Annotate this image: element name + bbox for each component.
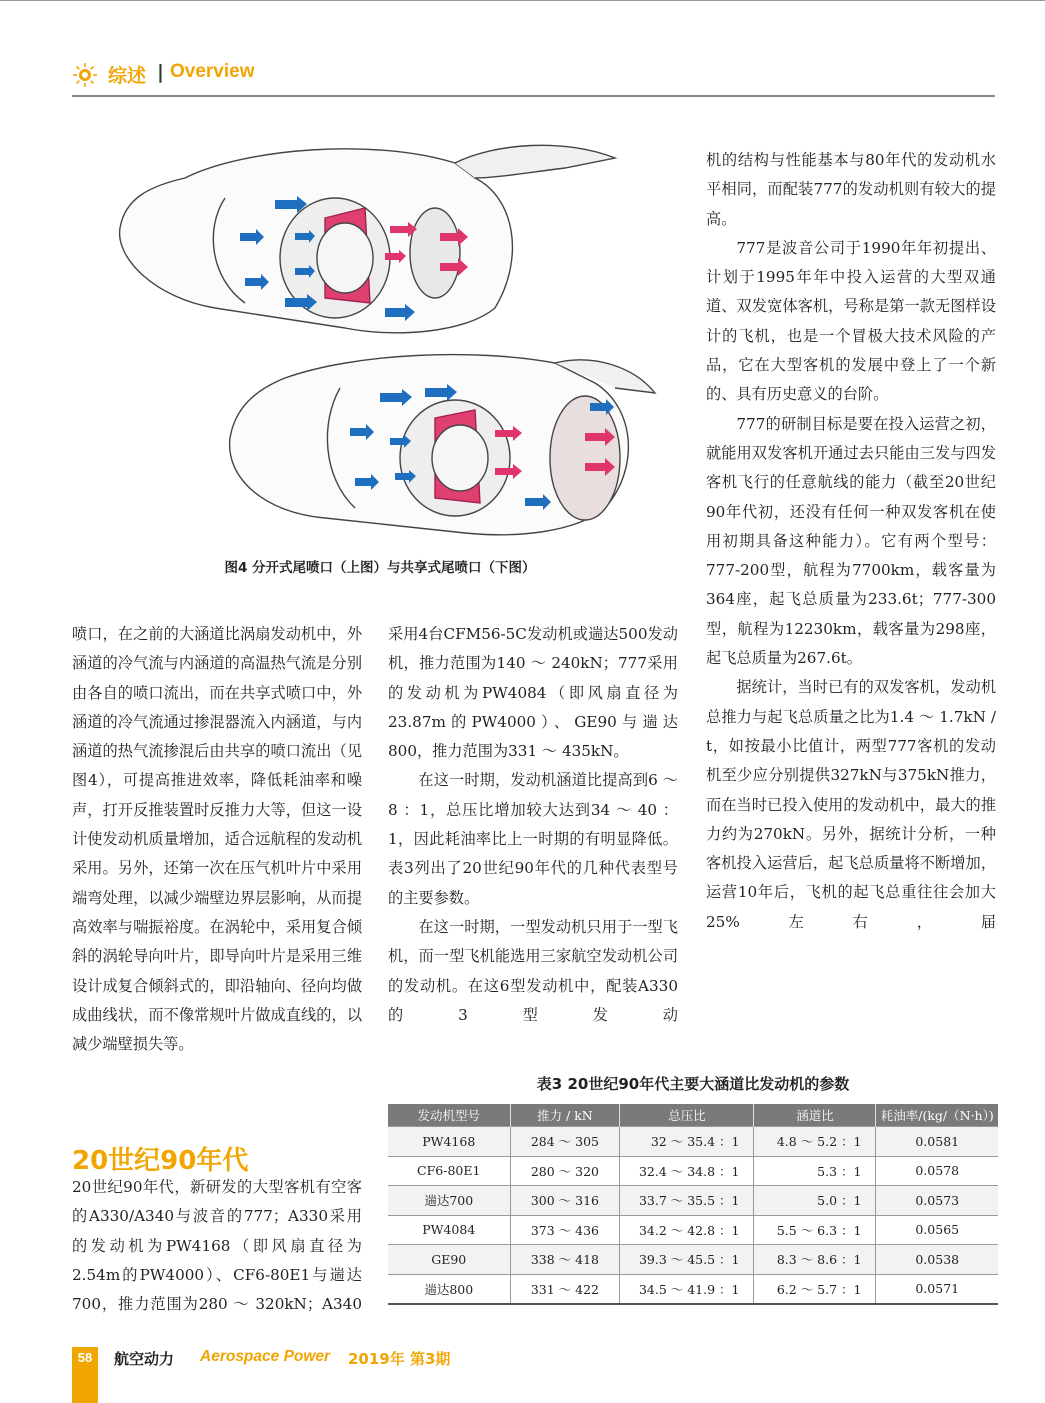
- table-cell: PW4168: [388, 1127, 510, 1157]
- table-row: [388, 1274, 998, 1304]
- table-cell: 331 ～ 422: [510, 1274, 620, 1304]
- table-cell: 39.3 ～ 45.5 ：1: [620, 1245, 754, 1275]
- table-cell: 33.7 ～ 35.5 ：1: [620, 1186, 754, 1216]
- table-cell: 32.4 ～ 34.8 ：1: [620, 1156, 754, 1186]
- table-header-row: [388, 1104, 998, 1127]
- paragraph: 在这一时期，发动机涵道比提高到6 ～ 8 ：1，总压比增加较大达到34 ～ 40 ：1，因此耗油率比上一时期的有明显降低。表3列出了20世纪90年代的几种代表型号的主要参数。: [388, 771, 678, 907]
- table-cell: PW4084: [388, 1215, 510, 1245]
- table-cell: 遄达700: [388, 1186, 510, 1216]
- table-cell: 0.0573: [876, 1186, 998, 1216]
- table-cell: 0.0565: [876, 1215, 998, 1245]
- table-row: [388, 1215, 998, 1245]
- journal-name-en: Aerospace Power: [200, 1348, 331, 1365]
- table-cell: CF6-80E1: [388, 1156, 510, 1186]
- table-title: 表3 20世纪90年代主要大涵道比发动机的参数: [536, 1075, 850, 1093]
- mixed-nozzle-engine: [230, 355, 655, 535]
- paragraph: 777的研制目标是要在投入运营之初，就能用双发客机开通过去只能由三发与四发客机飞行的任意航线的能力（截至20世纪90年代初，还没有任何一种双发客机在使用初期具备这种能力）。它有两个型号：777-200型，航程为7700km，载客量为364座，起飞总质量为233.6t；777-300型，航程为12230km，载客量为298座，起飞总质量为267.6t。: [706, 414, 996, 668]
- table-header-cell: 推力 / kN: [510, 1104, 620, 1127]
- table-cell: 300 ～ 316: [510, 1186, 620, 1216]
- journal-name-cn: 航空动力: [114, 1350, 175, 1368]
- table-cell: 338 ～ 418: [510, 1245, 620, 1275]
- table-cell: 280 ～ 320: [510, 1156, 620, 1186]
- engine-parameters-table: [388, 1104, 998, 1305]
- engine-nozzle-illustration: [95, 138, 660, 543]
- table-cell: 5.5 ～ 6.3 ：1: [754, 1215, 876, 1245]
- header-rule: [72, 95, 995, 97]
- table-cell: 373 ～ 436: [510, 1215, 620, 1245]
- table-header-cell: 耗油率/(kg/（N·h）): [876, 1104, 998, 1127]
- journal-issue: 2019年 第3期: [348, 1350, 451, 1368]
- section-title-en: Overview: [170, 61, 255, 82]
- table-cell: 32 ～ 35.4 ：1: [620, 1127, 754, 1157]
- table-cell: 34.2 ～ 42.8 ：1: [620, 1215, 754, 1245]
- table-header-cell: 发动机型号: [388, 1104, 510, 1127]
- table-cell: 284 ～ 305: [510, 1127, 620, 1157]
- text-column-left: [72, 620, 362, 1059]
- paragraph: 在这一时期，一型发动机只用于一型飞机，而一型飞机能选用三家航空发动机公司的发动机。在这6型发动机中，配装A330的3型发动: [388, 917, 678, 1024]
- section-title-cn: 综述: [108, 65, 147, 87]
- paragraph: 20世纪90年代，新研发的大型客机有空客的A330/A340与波音的777；A330采用的发动机为PW4168（即风扇直径为2.54m的PW4000）、CF6-80E1与遄达700，推力范围为280 ～ 320kN；A340: [72, 1178, 362, 1314]
- table-header-cell: 总压比: [620, 1104, 754, 1127]
- table-header-cell: 涵道比: [754, 1104, 876, 1127]
- table-cell: 8.3 ～ 8.6 ：1: [754, 1245, 876, 1275]
- table-cell: 4.8 ～ 5.2 ：1: [754, 1127, 876, 1157]
- table-cell: 6.2 ～ 5.7 ：1: [754, 1274, 876, 1304]
- table-cell: 0.0571: [876, 1274, 998, 1304]
- sun-logo-icon: [72, 62, 98, 88]
- paragraph: 喷口，在之前的大涵道比涡扇发动机中，外涵道的冷气流与内涵道的高温热气流是分别由各自的喷口流出，而在共享式喷口中，外涵道的冷气流通过掺混器流入内涵道，与内涵道的热气流掺混后由共享的喷口流出（见图4），可提高推进效率，降低耗油率和噪声，打开反推装置时反推力大等，但这一设计使发动机质量增加，适合远航程的发动机采用。另外，还第一次在压气机叶片中采用端弯处理，以减少端壁边界层影响，从而提高效率与喘振裕度。在涡轮中，采用复合倾斜的涡轮导向叶片，即导向叶片是采用三维设计成复合倾斜式的，即沿轴向、径向均做成曲线状，而不像常规叶片做成直线的，以减少端壁损失等。: [72, 625, 362, 1054]
- top-rule: [0, 0, 1045, 1]
- table-cell: 5.3 ：1: [754, 1156, 876, 1186]
- separate-nozzle-engine: [120, 145, 615, 333]
- table-cell: GE90: [388, 1245, 510, 1275]
- paragraph: 777是波音公司于1990年年初提出、计划于1995年年中投入运营的大型双通道、双发宽体客机，号称是第一款无图样设计的飞机，也是一个冒极大技术风险的产品，它在大型客机的发展中登上了一个新的、具有历史意义的台阶。: [706, 238, 996, 404]
- figure-caption: 图4 分开式尾喷口（上图）与共享式尾喷口（下图）: [224, 560, 536, 576]
- table-cell: 34.5 ～ 41.9 ：1: [620, 1274, 754, 1304]
- table-cell: 5.0 ：1: [754, 1186, 876, 1216]
- page-number: 58: [77, 1350, 93, 1365]
- table-cell: 0.0538: [876, 1245, 998, 1275]
- table-row: [388, 1245, 998, 1275]
- text-column-center: [388, 620, 678, 1030]
- table-cell: 0.0578: [876, 1156, 998, 1186]
- table-cell: 0.0581: [876, 1127, 998, 1157]
- paragraph: 采用4台CFM56-5C发动机或遄达500发动机，推力范围为140 ～ 240kN；777采用的发动机为PW4084（即风扇直径为23.87m的PW4000）、GE90与遄达800，推力范围为331 ～ 435kN。: [388, 625, 678, 761]
- section-heading: 20世纪90年代: [72, 1146, 249, 1176]
- table-row: [388, 1127, 998, 1157]
- table-cell: 遄达800: [388, 1274, 510, 1304]
- paragraph: 据统计，当时已有的双发客机，发动机总推力与起飞总质量之比为1.4 ～ 1.7kN / t，如按最小比值计，两型777客机的发动机至少应分别提供327kN与375kN推力，而在当时已投入使用的发动机中，最大的推力约为270kN。另外，据统计分析，一种客机投入运营后，起飞总质量将不断增加，运营10年后，飞机的起飞总重往往会加大25%左右，届: [706, 678, 996, 931]
- table-row: [388, 1186, 998, 1216]
- header-separator: |: [157, 61, 164, 83]
- text-column-right: [706, 146, 996, 937]
- table-row: [388, 1156, 998, 1186]
- text-column-left-bottom: [72, 1173, 362, 1319]
- paragraph: 机的结构与性能基本与80年代的发动机水平相同，而配装777的发动机则有较大的提高。: [706, 151, 996, 228]
